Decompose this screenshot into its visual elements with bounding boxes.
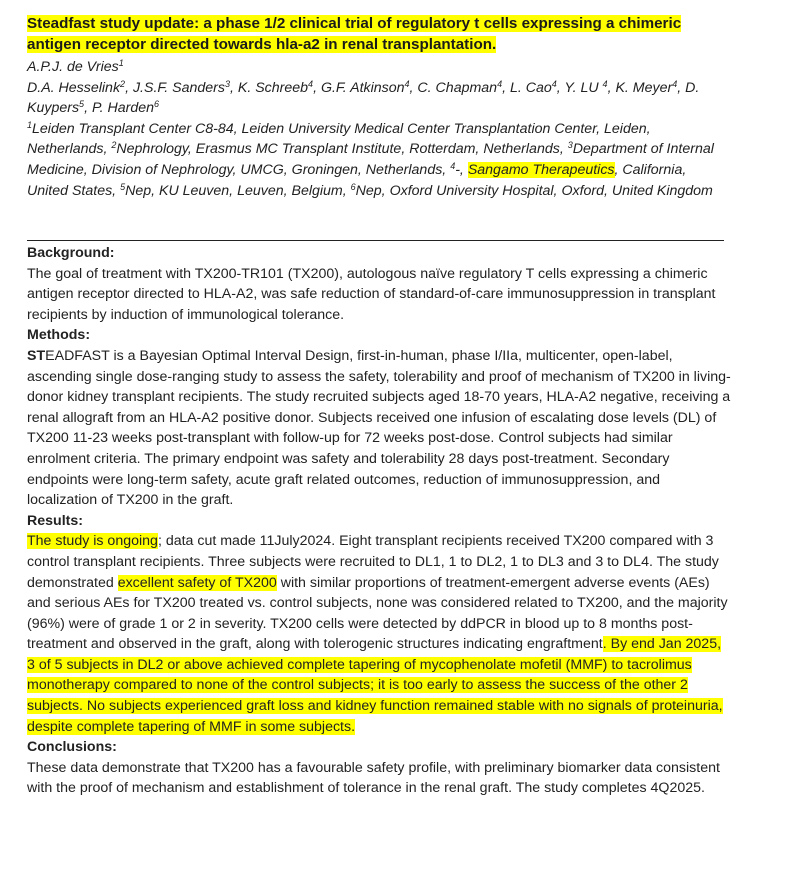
background-heading: Background: [27, 245, 115, 261]
abstract-body [27, 243, 732, 799]
highlight-tapering: . By end Jan 2025, 3 of 5 subjects in DL2 or above achieved complete tapering of mycophenolate mofetil (MMF) to tacrolimus monotherapy compared to none of the control subjects; it is too early to assess the success of the other 2 subjects. No subjects experienced graft loss and kidney function remained stable with no signals of proteinuria, despite complete tapering of MMF in some subjects. [27, 636, 723, 735]
highlight-sangamo: Sangamo Therapeutics [467, 161, 615, 178]
highlight-ongoing: The study is ongoing [27, 533, 158, 550]
background-text: The goal of treatment with TX200-TR101 (TX200), autologous naïve regulatory T cells expressing a chimeric antigen receptor directed to HLA-A2, was safe reduction of standard-of-care immunosuppression in transplant recipients by induction of immunological tolerance. [27, 265, 716, 323]
author-block [27, 57, 727, 201]
highlight-safety: excellent safety of TX200 [117, 574, 277, 591]
title-line-1: Steadfast study update: a phase 1/2 clinical trial of regulatory t cells expressing a chimeric [27, 15, 682, 32]
first-author: A.P.J. de Vries$^1$ [27, 58, 124, 75]
results-text: The study is ongoing; data cut made 11July2024. Eight transplant recipients received TX200 compared with 3 control transplant recipients. Three subjects were recruited to DL1, 1 to DL2, 1 to DL3 and 3 to DL4. The study demonstrated excellent safety of TX200 with similar proportions of treatment-emergent adverse events (AEs) and serious AEs for TX200 treated vs. control subjects, none was considered related to TX200, and the majority (96%) were of grade 1 or 2 in severity. TX200 cells were detected by ddPCR in blood up to 8 months post-treatment and observed in the graft, along with tolerogenic structures indicating engraftment. By end Jan 2025, 3 of 5 subjects in DL2 or above achieved complete tapering of mycophenolate mofetil (MMF) to tacrolimus monotherapy compared to none of the control subjects; it is too early to assess the success of the other 2 subjects. No subjects experienced graft loss and kidney function remained stable with no signals of proteinuria, despite complete tapering of MMF in some subjects. [27, 533, 728, 735]
affiliation-list: $^1$Leiden Transplant Center C8-84, Leiden University Medical Center Transplantation Center, Leiden, Netherlands, $^2$Nephrology, Erasmus MC Transplant Institute, Rotterdam, Netherlands, $^3$Department of Internal Medicine, Division of Nephrology, UMCG, Groningen, Netherlands, $^4$-, Sangamo Therapeutics, California, United States, $^5$Nep, KU Leuven, Leuven, Belgium, $^6$Nep, Oxford University Hospital, Oxford, United Kingdom [27, 119, 714, 199]
title-line-2: antigen receptor directed towards hla-a2 in renal transplantation. [27, 36, 497, 53]
author-list: D.A. Hesselink$^2$, J.S.F. Sanders$^3$, K. Schreeb$^4$, G.F. Atkinson$^4$, C. Chapman$^4$, L. Cao$^4$, Y. LU $^4$, K. Meyer$^4$, D. Kuypers$^5$, P. Harden$^6$ [27, 78, 700, 117]
results-heading: Results: [27, 512, 83, 529]
methods-text: STEADFAST is a Bayesian Optimal Interval Design, first-in-human, phase I/IIa, multicenter, open-label, ascending single dose-ranging study to assess the safety, tolerability and proof of mechanism of TX200 in living-donor kidney transplant recipients. The study recruited subjects aged 18-70 years, HLA-A2 negative, receiving a renal allograft from an HLA-A2 positive donor. Subjects received one infusion of escalating dose levels (DL) of TX200 11-23 weeks post-transplant with follow-up for 72 weeks post-dose. Control subjects had similar enrolment criteria. The primary endpoint was safety and tolerability 28 days post-treatment. Secondary endpoints were long-term safety, acute graft related outcomes, reduction of immunosuppression, and localization of TX200 in the graft. [27, 347, 731, 509]
section-divider [27, 240, 724, 241]
conclusions-heading: Conclusions: [27, 739, 117, 756]
conclusions-text: These data demonstrate that TX200 has a favourable safety profile, with preliminary biomarker data consistent with the proof of mechanism and establishment of tolerance in the renal graft. The study completes 4Q2025. [27, 759, 720, 797]
abstract-title [27, 13, 747, 55]
methods-heading: Methods: [27, 327, 91, 344]
